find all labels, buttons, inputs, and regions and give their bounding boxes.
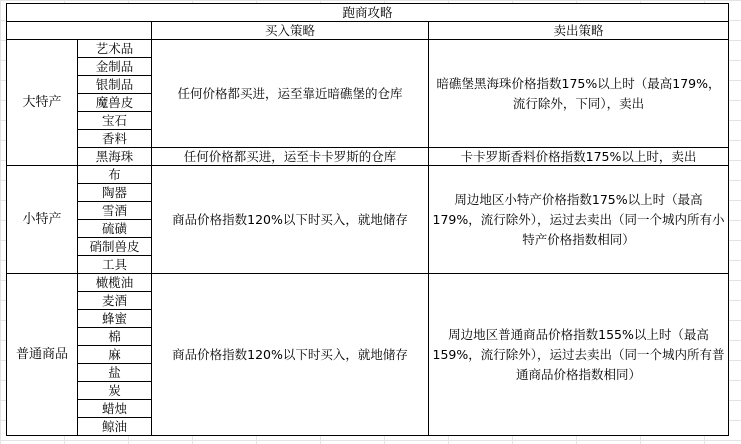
item-cell[interactable]: 棉 [78,328,152,346]
buy-strategy-header[interactable]: 买入策略 [152,22,429,40]
buy-strategy-cell[interactable]: 商品价格指数120%以下时买入，就地储存 [152,166,429,274]
item-cell[interactable]: 硫磺 [78,220,152,238]
category-cell-big-specialty[interactable]: 大特产 [7,40,78,166]
item-cell[interactable]: 金制品 [78,58,152,76]
item-cell[interactable]: 蜂蜜 [78,310,152,328]
category-cell-common-goods[interactable]: 普通商品 [7,274,78,436]
table-row [7,40,729,58]
item-cell[interactable]: 香料 [78,130,152,148]
title-row [7,4,729,22]
table-row [7,148,729,166]
item-cell[interactable]: 硝制兽皮 [78,238,152,256]
item-cell[interactable]: 鲸油 [78,418,152,436]
item-cell[interactable]: 艺术品 [78,40,152,58]
item-cell[interactable]: 盐 [78,364,152,382]
item-cell[interactable]: 布 [78,166,152,184]
sell-strategy-cell[interactable]: 暗礁堡黑海珠价格指数175%以上时（最高179%，流行除外，下同），卖出 [429,40,729,148]
item-cell[interactable]: 工具 [78,256,152,274]
category-cell-small-specialty[interactable]: 小特产 [7,166,78,274]
trade-strategy-table [6,3,729,436]
table-title[interactable]: 跑商攻略 [7,4,729,22]
sell-strategy-cell[interactable]: 周边地区小特产价格指数175%以上时（最高179%，流行除外），运过去卖出（同一个城内所有小特产价格指数相同） [429,166,729,274]
buy-strategy-cell[interactable]: 任何价格都买进，运至卡卡罗斯的仓库 [152,148,429,166]
item-cell[interactable]: 蜡烛 [78,400,152,418]
table-row [7,274,729,292]
sell-strategy-cell[interactable]: 周边地区普通商品价格指数155%以上时（最高159%，流行除外），运过去卖出（同一个城内所有普通商品价格指数相同） [429,274,729,436]
item-cell[interactable]: 雪酒 [78,202,152,220]
buy-strategy-cell[interactable]: 商品价格指数120%以下时买入，就地储存 [152,274,429,436]
sell-strategy-cell[interactable]: 卡卡罗斯香料价格指数175%以上时，卖出 [429,148,729,166]
item-cell[interactable]: 陶器 [78,184,152,202]
item-cell[interactable]: 麦酒 [78,292,152,310]
item-cell[interactable]: 炭 [78,382,152,400]
sell-strategy-header[interactable]: 卖出策略 [429,22,729,40]
empty-header-cell[interactable] [7,22,152,40]
header-row [7,22,729,40]
item-cell[interactable]: 银制品 [78,76,152,94]
item-cell[interactable]: 魔兽皮 [78,94,152,112]
table-row [7,166,729,184]
item-cell[interactable]: 麻 [78,346,152,364]
buy-strategy-cell[interactable]: 任何价格都买进，运至靠近暗礁堡的仓库 [152,40,429,148]
item-cell[interactable]: 黑海珠 [78,148,152,166]
item-cell[interactable]: 橄榄油 [78,274,152,292]
item-cell[interactable]: 宝石 [78,112,152,130]
